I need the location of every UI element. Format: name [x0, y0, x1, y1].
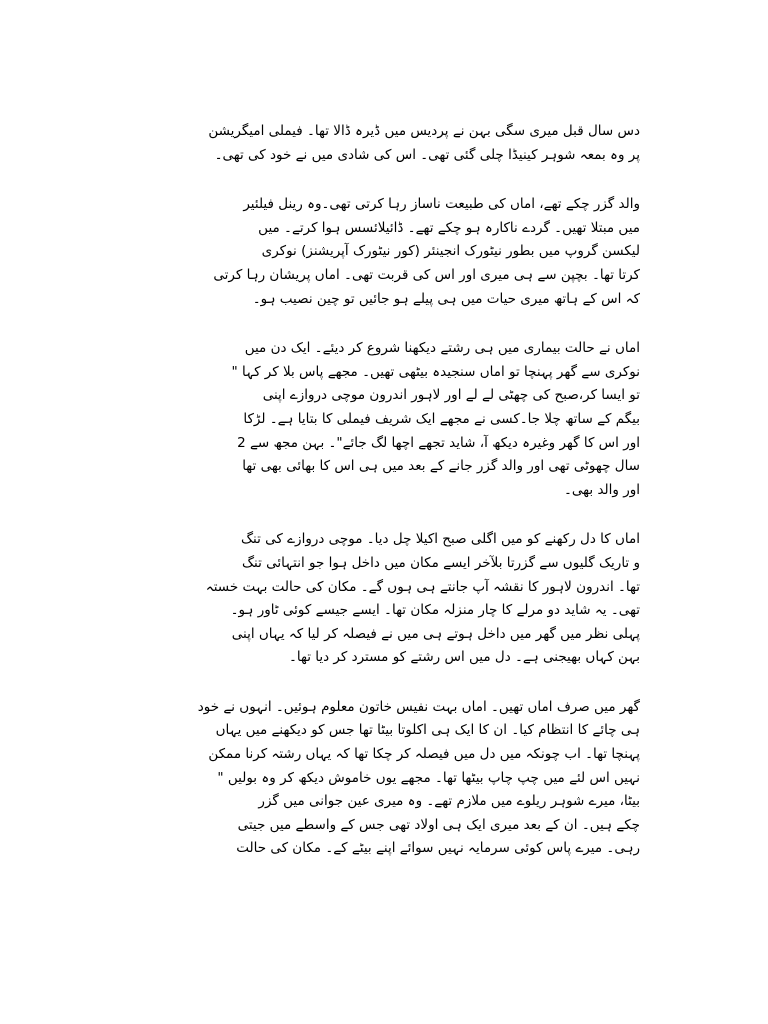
text-line: کرتا تھا۔ بچپن سے ہی میری اور اس کی قربت تھی۔ اماں پریشان رہا کرتی [213, 266, 640, 283]
text-line: اماں نے حالت بیماری میں ہی رشتے دیکھنا شروع کر دیئے۔ ایک دن میں [244, 340, 640, 357]
paragraph-5 [128, 696, 640, 861]
document-page [128, 120, 640, 910]
text-line: والد گزر چکے تھے، اماں کی طبیعت ناساز رہا کرتی تھی۔وہ رینل فیلئیر [243, 196, 640, 213]
text-line: بہن کہاں بھیجنی ہے۔ دل میں اس رشتے کو مسترد کر دیا تھا۔ [288, 649, 640, 666]
text-line: اور والد بھی۔ [564, 481, 640, 498]
text-line: پر وہ بمعہ شوہر کینیڈا چلی گئی تھی۔ اس کی شادی میں نے خود کی تھی۔ [214, 146, 640, 163]
text-line: اماں کا دل رکھنے کو میں اگلی صبح اکیلا چل دیا۔ موچی دروازے کی تنگ [240, 531, 640, 548]
text-line: پہنچا تھا۔ اب چونکہ میں دل میں فیصلہ کر چکا تھا کہ یہاں رشتہ کرنا ممکن [208, 746, 640, 763]
text-line: تھی۔ یہ شاید دو مرلے کا چار منزلہ مکان تھا۔ ایسے جیسے کوئی ٹاور ہو۔ [230, 602, 640, 619]
text-line: دس سال قبل میری سگی بہن نے پردیس میں ڈیرہ ڈالا تھا۔ فیملی امیگریشن [208, 123, 640, 139]
text-line: نہیں اس لئے میں چپ چاپ بیٹھا تھا۔ مجھے یوں خاموش دیکھ کر وہ بولیں " [217, 769, 640, 786]
text-line: لیکسن گروپ میں بطور نیٹورک انجینئر (کور نیٹورک آپریشنز) نوکری [261, 243, 640, 260]
text-line: نوکری سے گھر پہنچا تو اماں سنجیدہ بیٹھی تھیں۔ مجھے پاس بلا کر کہا " [231, 363, 640, 380]
text-line: و تاریک گلیوں سے گزرتا بلآخر ایسے مکان میں داخل ہوا جو انتہائی تنگ [241, 554, 640, 571]
text-line: رہی۔ میرے پاس کوئی سرمایہ نہیں سوائے اپنے بیٹے کے۔ مکان کی حالت [236, 840, 640, 857]
text-line: تو ایسا کر،صبح کی چھٹی لے لے اور لاہور اندرون موچی دروازے اپنی [262, 387, 640, 404]
paragraph-4 [128, 528, 640, 670]
paragraph-1 [128, 120, 640, 167]
text-line: پہلی نظر میں گھر میں داخل ہوتے ہی میں نے فیصلہ کر لیا کہ یہاں اپنی [231, 625, 640, 642]
text-line: ہی چائے کا انتظام کیا۔ ان کا ایک ہی اکلوتا بیٹا تھا جس کو دیکھنے میں یہاں [215, 722, 640, 739]
paragraph-3 [128, 337, 640, 502]
text-line: کہ اس کے ہاتھ میری حیات میں ہی پیلے ہو جائیں تو چین نصیب ہو۔ [252, 290, 640, 307]
text-line: تھا۔ اندرون لاہور کا نقشہ آپ جانتے ہی ہوں گے۔ مکان کی حالت بہت خستہ [205, 578, 640, 595]
text-line: اور اس کا گھر وغیرہ دیکھ آ، شاید تجھے اچھا لگ جائے"۔ بہن مجھ سے 2 [237, 434, 640, 451]
text-line: گھر میں صرف اماں تھیں۔ اماں بہت نفیس خاتون معلوم ہوئیں۔ انہوں نے خود [197, 698, 640, 715]
paragraph-2 [128, 193, 640, 311]
text-line: چکے ہیں۔ ان کے بعد میری ایک ہی اولاد تھی جس کے واسطے میں جیتی [237, 816, 640, 833]
text-line: بیگم کے ساتھ چلا جا۔کسی نے مجھے ایک شریف فیملی کا بتایا ہے۔ لڑکا [243, 410, 640, 427]
text-line: بیٹا، میرے شوہر ریلوے میں ملازم تھے۔ وہ میری عین جوانی میں گزر [258, 793, 640, 810]
text-line: میں مبتلا تھیں۔ گردے ناکارہ ہو چکے تھے۔ ڈائیلائسس ہوا کرتے۔ میں [258, 219, 640, 236]
text-line: سال چھوٹی تھی اور والد گزر جانے کے بعد میں ہی اس کا بھائی بھی تھا [242, 458, 640, 475]
